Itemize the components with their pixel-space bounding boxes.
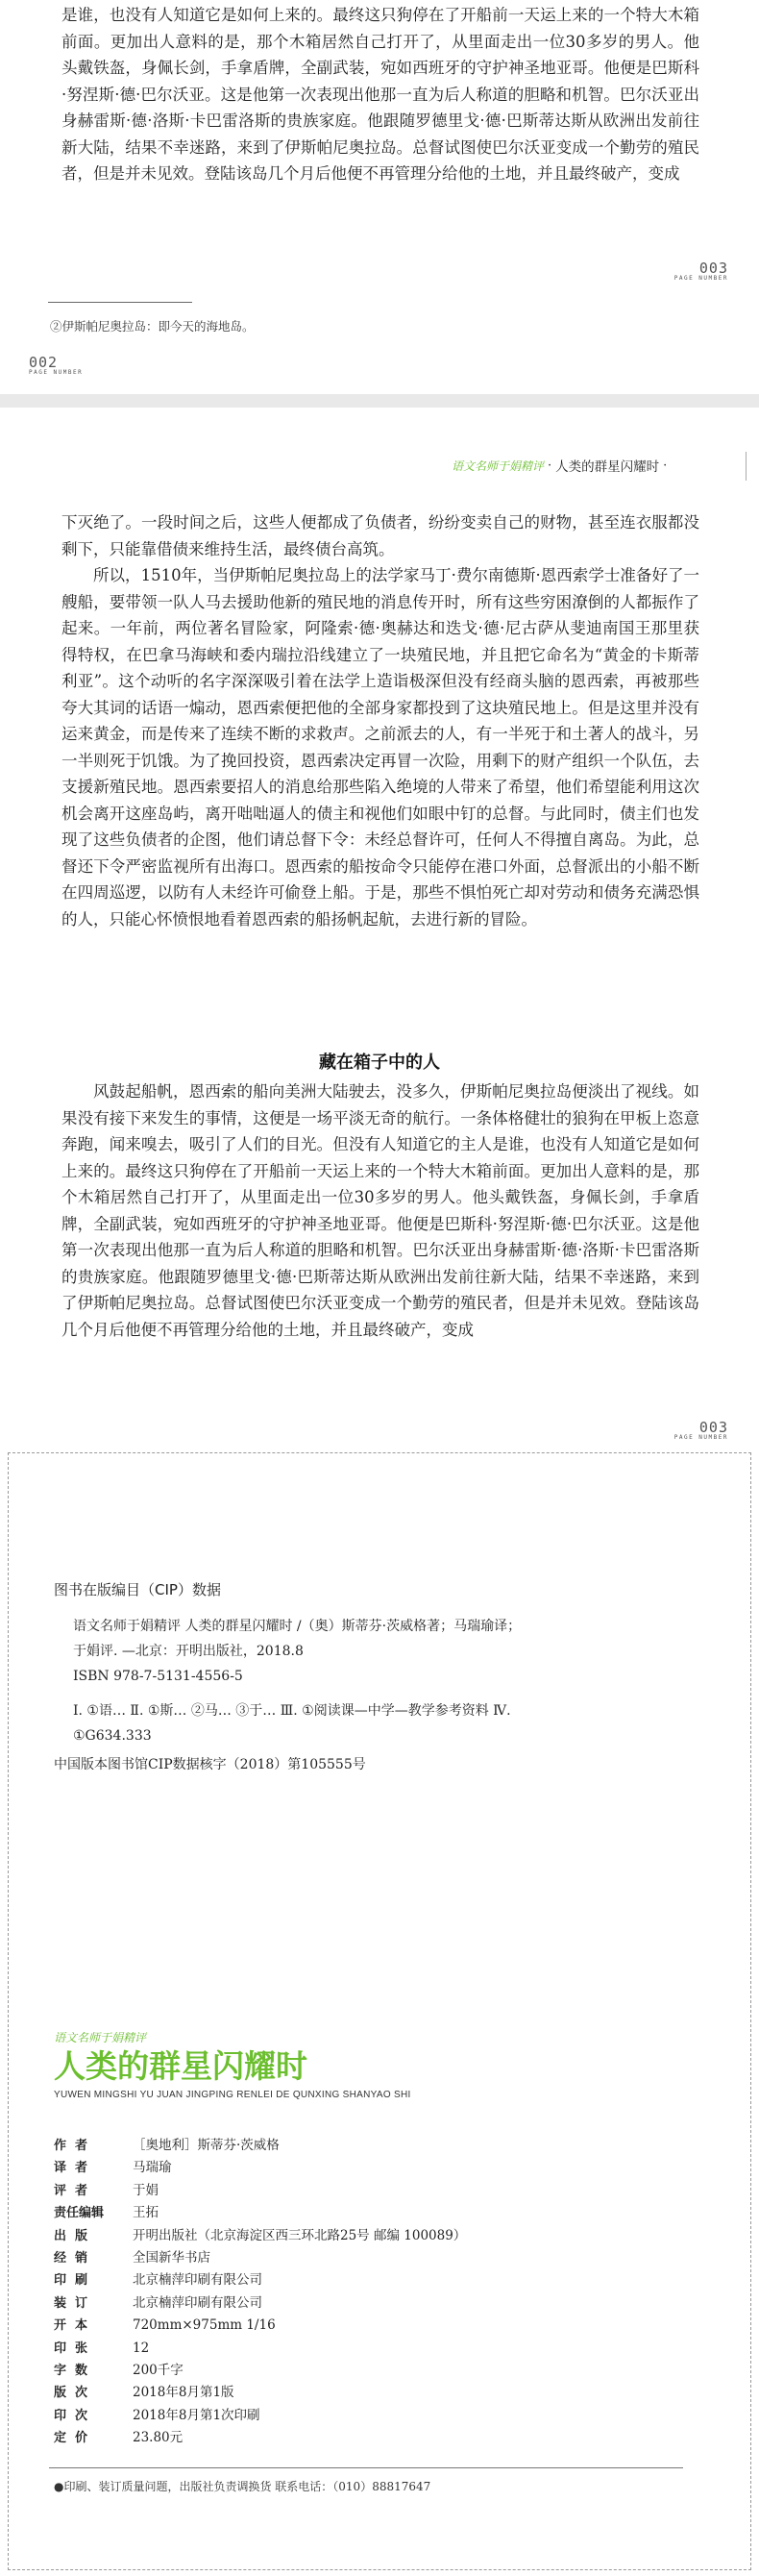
header-rule	[746, 452, 747, 481]
page-number-value: 003	[698, 260, 728, 277]
info-value: ［奥地利］斯蒂芬·茨威格	[133, 2138, 280, 2153]
info-value: 开明出版社（北京海淀区西三环北路25号 邮编 100089）	[133, 2227, 467, 2243]
page-number-label: PAGE NUMBER	[673, 1434, 728, 1441]
copyright-page	[8, 1452, 751, 2570]
page-number-label: PAGE NUMBER	[29, 369, 84, 376]
book-pinyin: YUWEN MINGSHI YU JUAN JINGPING RENLEI DE QUNXING SHANYAO SHI	[54, 2090, 411, 2100]
paragraph: 风鼓起船帆，恩西索的船向美洲大陆驶去，没多久，伊斯帕尼奥拉岛便淡出了视线。如果没有接下来发生的事情，这便是一场平淡无奇的航行。一条体格健壮的狼狗在甲板上恣意奔跑，闻来嗅去，吸引了人们的目光。但没有人知道它的主人是谁，也没有人知道它是如何上来的。最终这只狗停在了开船前一天运上来的一个特大木箱前面。更加出人意料的是，那个木箱居然自己打开了，从里面走出一位30多岁的男人。他头戴铁盔，身佩长剑，手拿盾牌，全副武装，宛如西班牙的守护神圣地亚哥。他便是巴斯科·努涅斯·德·巴尔沃亚。这是他第一次表现出他那一直为后人称道的胆略和机智。巴尔沃亚出身赫雷斯·德·洛斯·卡巴雷洛斯的贵族家庭。他跟随罗德里戈·德·巴斯蒂达斯从欧洲出发前往新大陆，结果不幸迷路，来到了伊斯帕尼奥拉岛。总督试图使巴尔沃亚变成一个勤劳的殖民者，但是并未见效。登陆该岛几个月后他便不再管理分给他的土地，并且最终破产，变成	[61, 1082, 699, 1339]
info-value: 全国新华书店	[133, 2250, 210, 2266]
info-row-translator	[54, 2157, 649, 2179]
info-row-binding	[54, 2292, 649, 2315]
info-label: 印次	[54, 2408, 97, 2423]
page1-text	[61, 2, 699, 187]
info-row-commentator	[54, 2180, 649, 2202]
page2-number	[29, 354, 115, 376]
page-gap	[0, 394, 759, 408]
page2-footnote: ②伊斯帕尼奥拉岛：即今天的海地岛。	[50, 319, 255, 334]
cip-line: ISBN 978-7-5131-4556-5	[73, 1669, 243, 1684]
info-value: 23.80元	[133, 2430, 184, 2446]
info-row-publisher	[54, 2225, 649, 2247]
info-label: 评者	[54, 2183, 97, 2198]
info-value: 北京楠萍印刷有限公司	[133, 2272, 262, 2289]
copyright-footer: ●印刷、装订质量问题，出版社负责调换货 联系电话：（010）88817647	[54, 2480, 431, 2493]
info-label: 装订	[54, 2295, 97, 2311]
cip-section	[54, 1577, 525, 1777]
page3-header	[452, 456, 749, 475]
info-row-format	[54, 2315, 649, 2337]
info-row-wordcount	[54, 2360, 649, 2382]
page3-text	[61, 509, 699, 932]
publication-info	[54, 2135, 649, 2450]
info-row-editor	[54, 2202, 649, 2224]
info-label: 印刷	[54, 2273, 97, 2289]
info-label: 经销	[54, 2251, 97, 2266]
info-label: 定价	[54, 2431, 97, 2446]
page-number-value: 002	[29, 354, 59, 371]
paragraph: 下灭绝了。一段时间之后，这些人便都成了负债者，纷纷变卖自己的财物，甚至连衣服都没剩下，只能靠借债来维持生活，最终债台高筑。	[61, 513, 699, 558]
info-value: 于娟	[133, 2182, 159, 2198]
info-value: 200千字	[133, 2363, 184, 2379]
cip-title: 图书在版编目（CIP）数据	[54, 1581, 221, 1598]
info-row-edition	[54, 2382, 649, 2404]
cip-line: 语文名师于娟精评 人类的群星闪耀时 /（奥）斯蒂芬·茨威格著；马瑞瑜译；于娟评. —北京：开明出版社，2018.8	[73, 1619, 522, 1659]
info-value: 2018年8月第1版	[133, 2385, 234, 2401]
page3-text-2	[61, 1078, 699, 1343]
info-label: 出版	[54, 2228, 97, 2243]
info-label: 作者	[54, 2139, 97, 2153]
info-row-printer	[54, 2269, 649, 2291]
info-row-printing	[54, 2405, 649, 2427]
page-number-value: 003	[698, 1419, 728, 1436]
info-label: 责任编辑	[54, 2206, 105, 2221]
info-label: 字数	[54, 2364, 97, 2379]
info-value: 马瑞瑜	[133, 2160, 172, 2176]
book-series: 语文名师于娟精评	[54, 2031, 147, 2044]
book-title: 人类的群星闪耀时	[54, 2047, 307, 2085]
cip-line: Ⅰ. ①语… Ⅱ. ①斯… ②马… ③于… Ⅲ. ①阅读课—中学—教学参考资料 Ⅳ. ①G634.333	[73, 1703, 511, 1744]
book-title-block	[54, 2029, 630, 2100]
header-title: 人类的群星闪耀时	[555, 459, 660, 475]
page1-number	[642, 260, 728, 282]
info-value: 2018年8月第1次印刷	[133, 2407, 260, 2423]
info-value: 720mm×975mm 1/16	[133, 2317, 276, 2334]
header-dot: ·	[548, 458, 552, 473]
info-label: 印张	[54, 2341, 97, 2356]
info-label: 开本	[54, 2318, 97, 2334]
header-series: 语文名师于娟精评	[452, 458, 545, 473]
info-row-price	[54, 2427, 649, 2449]
info-value: 12	[133, 2340, 150, 2356]
page1-paragraph: 是谁，也没有人知道它是如何上来的。最终这只狗停在了开船前一天运上来的一个特大木箱前面。更加出人意料的是，那个木箱居然自己打开了，从里面走出一位30多岁的男人。他头戴铁盔，身佩长剑，手拿盾牌，全副武装，宛如西班牙的守护神圣地亚哥。他便是巴斯科·努涅斯·德·巴尔沃亚。这是他第一次表现出他那一直为后人称道的胆略和机智。巴尔沃亚出身赫雷斯·德·洛斯·卡巴雷洛斯的贵族家庭。他跟随罗德里戈·德·巴斯蒂达斯从欧洲出发前往新大陆，结果不幸迷路，来到了伊斯帕尼奥拉岛。总督试图使巴尔沃亚变成一个勤劳的殖民者，但是并未见效。登陆该岛几个月后他便不再管理分给他的土地，并且最终破产，变成	[61, 6, 699, 183]
info-label: 译者	[54, 2161, 97, 2176]
page-number-label: PAGE NUMBER	[673, 275, 728, 282]
page3-number	[642, 1419, 728, 1441]
header-dot-end: ·	[663, 458, 668, 473]
cip-line: 中国版本图书馆CIP数据核字（2018）第105555号	[54, 1757, 366, 1772]
footer-rule	[49, 2467, 683, 2468]
section-title: 藏在箱子中的人	[319, 1053, 440, 1073]
info-row-distributor	[54, 2247, 649, 2269]
info-row-author	[54, 2135, 649, 2157]
footnote-rule	[48, 302, 192, 303]
paragraph: 所以，1510年，当伊斯帕尼奥拉岛上的法学家马丁·费尔南德斯·恩西索学士准备好了一艘船，要带领一队人马去援助他新的殖民地的消息传开时，所有这些穷困潦倒的人都振作了起来。一年前，两位著名冒险家，阿隆索·德·奥赫达和迭戈·德·尼古萨从斐迪南国王那里获得特权，在巴拿马海峡和委内瑞拉沿线建立了一块殖民地，并且把它命名为“黄金的卡斯蒂利亚”。这个动听的名字深深吸引着在法学上造诣极深但没有经商头脑的恩西索，再被那些夸大其词的话语一煽动，恩西索便把他的全部身家都投到了这块殖民地上。但是这里并没有运来黄金，而是传来了连续不断的求救声。之前派去的人，有一半死于和土著人的战斗，另一半则死于饥饿。为了挽回投资，恩西索决定再冒一次险，用剩下的财产组织一个队伍，去支援新殖民地。恩西索要招人的消息给那些陷入绝境的人带来了希望，他们希望能利用这次机会离开这座岛屿，离开咄咄逼人的债主和视他们如眼中钉的总督。与此同时，债主们也发现了这些负债者的企图，他们请总督下令：未经总督许可，任何人不得擅自离岛。为此，总督还下令严密监视所有出海口。恩西索的船按命令只能停在港口外面，总督派出的小船不断在四周巡逻，以防有人未经许可偷登上船。于是，那些不惧怕死亡却对劳动和债务充满恐惧的人，只能心怀愤恨地看着恩西索的船扬帆起航，去进行新的冒险。	[61, 566, 699, 929]
info-value: 王拓	[133, 2205, 159, 2221]
info-value: 北京楠萍印刷有限公司	[133, 2294, 262, 2311]
info-label: 版次	[54, 2386, 97, 2401]
info-row-sheets	[54, 2338, 649, 2360]
